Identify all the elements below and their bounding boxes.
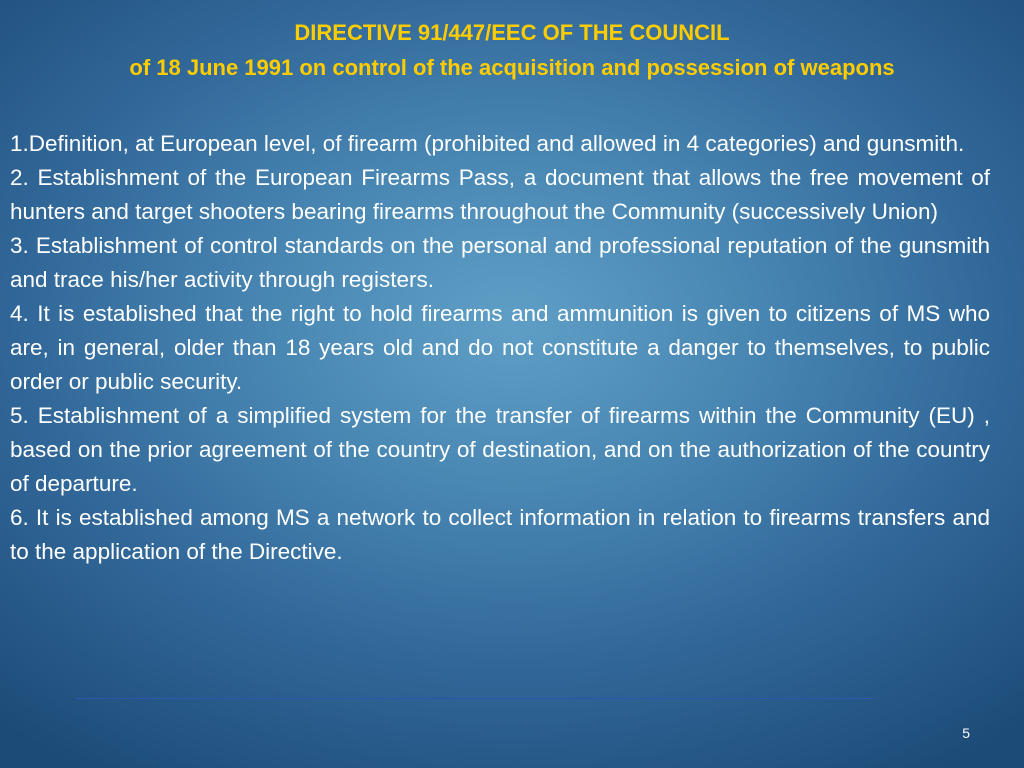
footer-divider	[76, 698, 872, 699]
page-number: 5	[962, 725, 970, 741]
paragraph-3: 3. Establishment of control standards on the personal and professional reputation of the gunsmith and trace his/her activity through registers.	[10, 233, 990, 292]
paragraph-6: 6. It is established among MS a network to collect information in relation to firearms transfers and to the application of the Directive.	[10, 505, 990, 564]
body-text	[10, 127, 990, 569]
paragraph-1: 1.Definition, at European level, of firearm (prohibited and allowed in 4 categories) and gunsmith.	[10, 131, 965, 156]
slide-title: DIRECTIVE 91/447/EEC OF THE COUNCIL	[294, 20, 730, 45]
paragraph-5: 5. Establishment of a simplified system for the transfer of firearms within the Community (EU) , based on the prior agreement of the country of destination, and on the authorization of the country of departure.	[10, 403, 990, 496]
slide-subtitle: of 18 June 1991 on control of the acquisition and possession of weapons	[129, 55, 895, 80]
paragraph-4: 4. It is established that the right to hold firearms and ammunition is given to citizens of MS who are, in general, older than 18 years old and do not constitute a danger to themselves, to public order or public security.	[10, 301, 990, 394]
paragraph-2: 2. Establishment of the European Firearms Pass, a document that allows the free movement of hunters and target shooters bearing firearms throughout the Community (successively Union)	[10, 165, 990, 224]
